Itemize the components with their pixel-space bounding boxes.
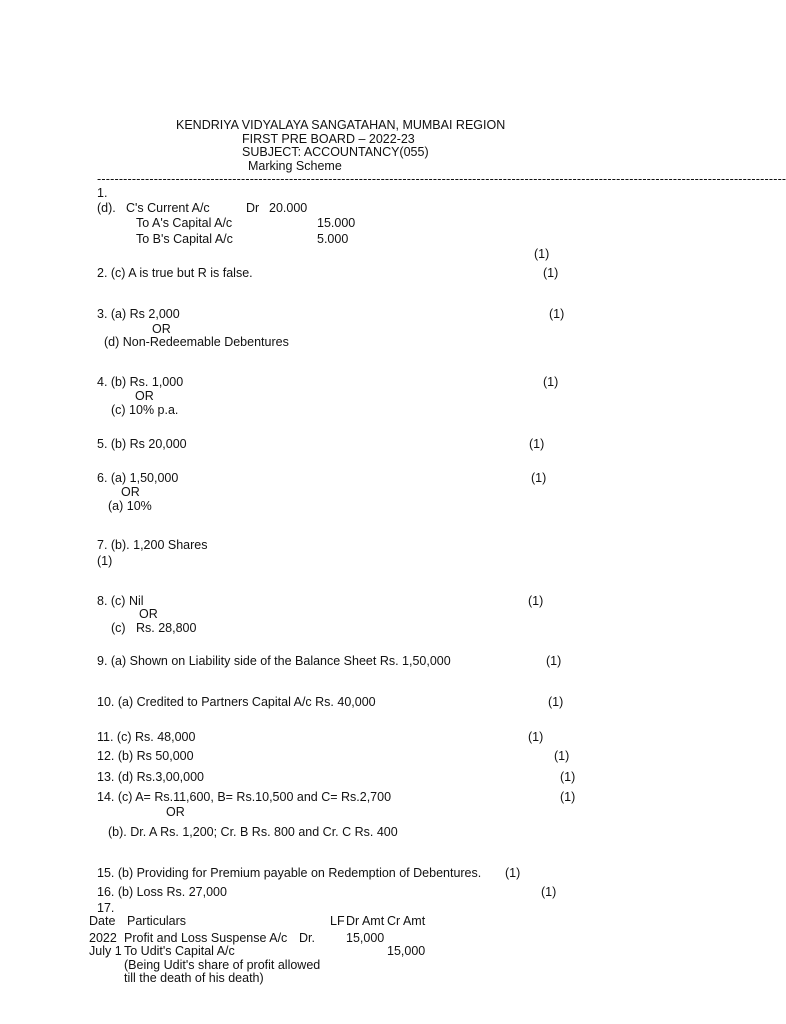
header-line-2: FIRST PRE BOARD – 2022-23 <box>242 132 415 146</box>
header-line-1: KENDRIYA VIDYALAYA SANGATAHAN, MUMBAI REGION <box>176 118 506 132</box>
q10-answer: 10. (a) Credited to Partners Capital A/c Rs. 40,000 <box>97 695 376 709</box>
q6-marks: (1) <box>531 471 547 485</box>
q17-dr: Dr. <box>299 931 315 945</box>
q6-answer: 6. (a) 1,50,000 <box>97 471 179 485</box>
q14-or: OR <box>166 805 185 819</box>
q16-answer: 16. (b) Loss Rs. 27,000 <box>97 885 227 899</box>
q4-alt: (c) 10% p.a. <box>111 403 179 417</box>
q1-dr: Dr <box>246 201 260 215</box>
q9-marks: (1) <box>546 654 562 668</box>
q17-year: 2022 <box>89 931 117 945</box>
q17-header-date: Date <box>89 914 116 928</box>
q3-alt: (d) Non-Redeemable Debentures <box>104 335 289 349</box>
q15-marks: (1) <box>505 866 521 880</box>
q17-number: 17. <box>97 901 115 915</box>
q17-date: July 1 <box>89 944 122 958</box>
q12-marks: (1) <box>554 749 570 763</box>
q2-answer: 2. (c) A is true but R is false. <box>97 266 253 280</box>
q8-or: OR <box>139 607 158 621</box>
q4-marks: (1) <box>543 375 559 389</box>
q3-marks: (1) <box>549 307 565 321</box>
q13-answer: 13. (d) Rs.3,00,000 <box>97 770 205 784</box>
q15-answer: 15. (b) Providing for Premium payable on Redemption of Debentures. <box>97 866 482 880</box>
q1-option: (d). <box>97 201 116 215</box>
q1-number: 1. <box>97 186 108 200</box>
q6-alt: (a) 10% <box>108 499 152 513</box>
q17-dr-amount: 15,000 <box>346 931 385 945</box>
q1-dr-amount: 20.000 <box>269 201 308 215</box>
q1-marks: (1) <box>534 247 550 261</box>
q1-debit-account: C's Current A/c <box>126 201 210 215</box>
q17-header-dr-amt: Dr Amt <box>346 914 385 928</box>
q13-marks: (1) <box>560 770 576 784</box>
q1-credit-1-amount: 15.000 <box>317 216 356 230</box>
q4-answer: 4. (b) Rs. 1,000 <box>97 375 184 389</box>
separator-line: -------------------------------------------------------------------------------------------------------------------------------------------------------------- <box>97 172 786 186</box>
q1-credit-1: To A's Capital A/c <box>136 216 233 230</box>
q14-marks: (1) <box>560 790 576 804</box>
q1-credit-2-amount: 5.000 <box>317 232 349 246</box>
q12-answer: 12. (b) Rs 50,000 <box>97 749 194 763</box>
q9-answer: 9. (a) Shown on Liability side of the Balance Sheet Rs. 1,50,000 <box>97 654 451 668</box>
q4-or: OR <box>135 389 154 403</box>
q17-cr-amount: 15,000 <box>387 944 426 958</box>
q17-header-cr-amt: Cr Amt <box>387 914 426 928</box>
q7-marks: (1) <box>97 554 113 568</box>
q8-answer: 8. (c) Nil <box>97 594 144 608</box>
q5-answer: 5. (b) Rs 20,000 <box>97 437 187 451</box>
q16-marks: (1) <box>541 885 557 899</box>
q17-credit-account: To Udit's Capital A/c <box>124 944 235 958</box>
q6-or: OR <box>121 485 140 499</box>
q2-marks: (1) <box>543 266 559 280</box>
q17-header-lf: LF <box>330 914 345 928</box>
q11-answer: 11. (c) Rs. 48,000 <box>97 730 196 744</box>
q8-marks: (1) <box>528 594 544 608</box>
q3-answer: 3. (a) Rs 2,000 <box>97 307 180 321</box>
q1-credit-2: To B's Capital A/c <box>136 232 233 246</box>
q17-narration-1: (Being Udit's share of profit allowed <box>124 958 321 972</box>
q17-narration-2: till the death of his death) <box>124 971 264 985</box>
q14-answer: 14. (c) A= Rs.11,600, B= Rs.10,500 and C= Rs.2,700 <box>97 790 392 804</box>
q17-debit-account: Profit and Loss Suspense A/c <box>124 931 288 945</box>
q10-marks: (1) <box>548 695 564 709</box>
header-line-4: Marking Scheme <box>248 159 342 173</box>
header-line-3: SUBJECT: ACCOUNTANCY(055) <box>242 145 429 159</box>
q7-answer: 7. (b). 1,200 Shares <box>97 538 208 552</box>
q5-marks: (1) <box>529 437 545 451</box>
q14-alt: (b). Dr. A Rs. 1,200; Cr. B Rs. 800 and Cr. C Rs. 400 <box>108 825 398 839</box>
q17-header-particulars: Particulars <box>127 914 187 928</box>
q11-marks: (1) <box>528 730 544 744</box>
q3-or: OR <box>152 322 171 336</box>
q8-alt: (c) Rs. 28,800 <box>111 621 197 635</box>
